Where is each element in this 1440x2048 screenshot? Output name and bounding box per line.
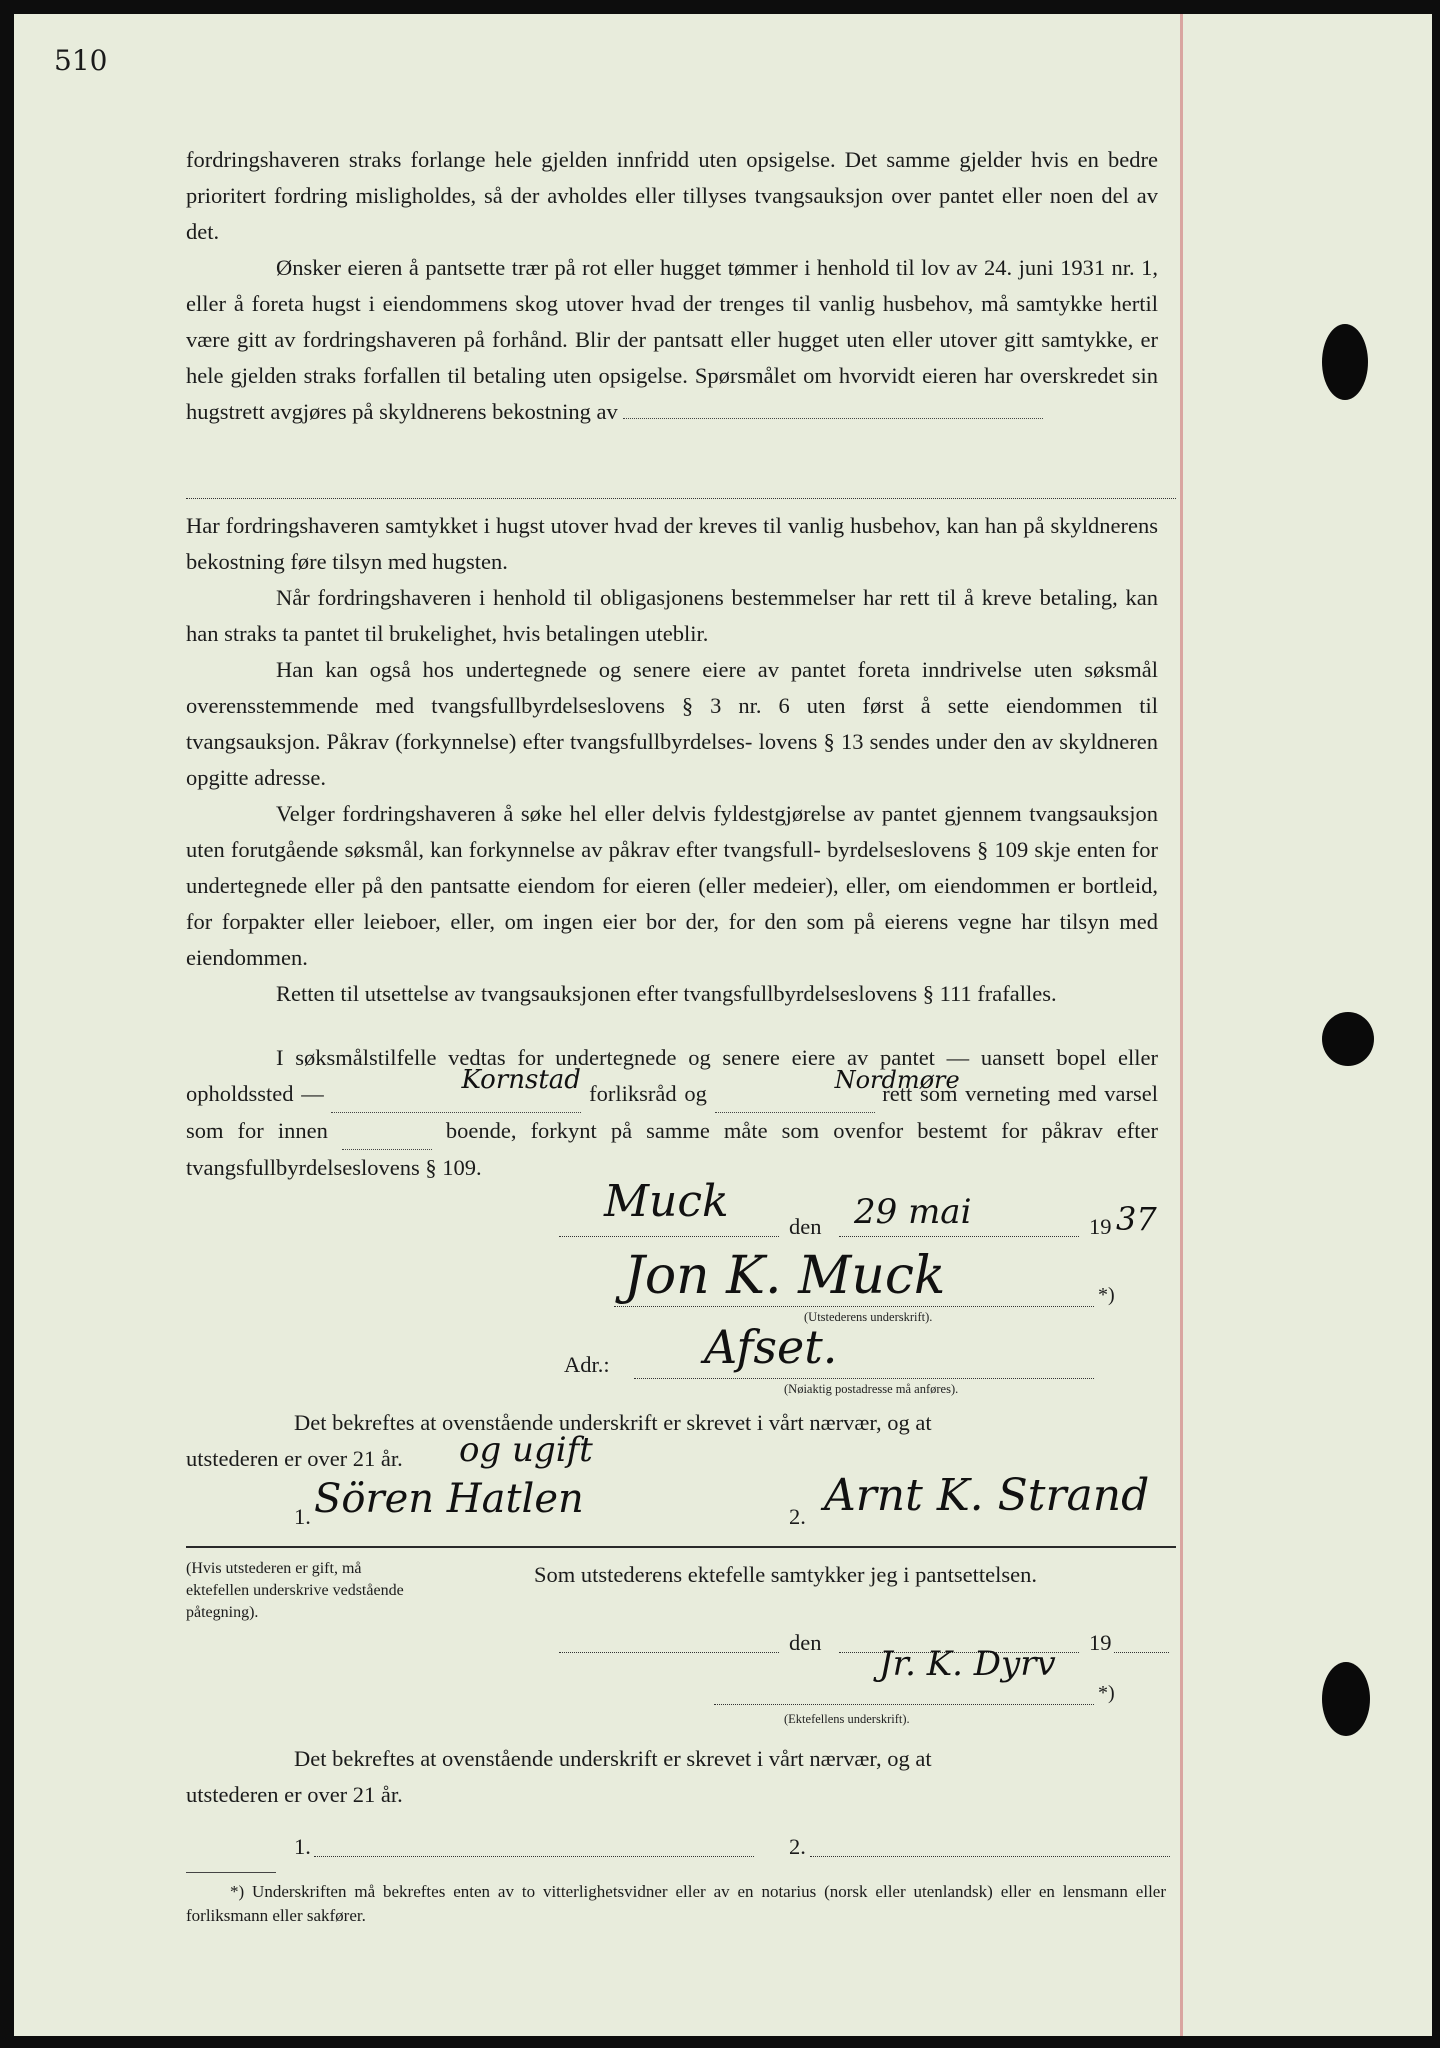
blank-line [342,1113,432,1150]
text-block-upper [186,142,1158,430]
witness-2-number: 2. [789,1504,806,1529]
confirmation-text: Det bekreftes at ovenstående underskrift er skrevet i vårt nærvær, og at [294,1746,932,1771]
venue-paragraph [186,1040,1158,1186]
handwritten-place: Muck [604,1176,729,1227]
handwritten-addition: og ugift [459,1430,593,1470]
spouse-consent-text: Som utstederens ektefelle samtykker jeg i pantsettelsen. [534,1562,1037,1587]
spouse-signature: Jr. K. Dyrv [879,1644,1056,1684]
punch-hole [1322,324,1368,400]
witness-1-number: 1. [294,1504,311,1529]
blank-line [623,418,1043,419]
handwritten-forliksrad: Kornstad [461,1065,581,1095]
handwritten-year: 37 [1116,1200,1157,1238]
witness-1-number: 1. [294,1834,311,1859]
paragraph-text: Ønsker eieren å pantsette trær på rot eller hugget tømmer i henhold til lov av 24. juni 1931 nr. 1, eller å foreta hugst i eiendommens skog utover hvad der trenges til vanlig husbehov, må samtykke hertil være gitt av fordringshaveren på forhånd. Blir der pantsatt eller hugget uten eller utover gitt samtykke, er hele gjelden straks forfallen til betaling uten opsigelse. Spørsmålet om hvorvidt eieren har overskredet sin hugstrett avgjøres på skyldnerens bekostning av [186,255,1158,424]
address-label: Adr.: [564,1352,610,1377]
paragraph-text: boende, forkynt på samme måte som ovenfor bestemt for påkrav efter tvangsfullbyrdelseslovens § 109. [186,1118,1159,1180]
paragraph-text: forliksråd og [589,1081,707,1106]
spouse-instruction: (Hvis utstederen er gift, må ektefellen underskrive vedstående påtegning). [186,1560,404,1621]
blank-line [1114,1652,1169,1653]
footnote-rule [186,1872,276,1873]
spouse-caption: (Ektefellens underskrift). [784,1712,910,1726]
witness-1-signature: Sören Hatlen [314,1476,584,1522]
red-margin-line [1180,14,1183,2036]
witness-2-signature: Arnt K. Strand [824,1470,1150,1521]
handwritten-rett: Nordmøre [834,1066,960,1094]
paragraph [186,250,1158,430]
confirmation-text: utstederen er over 21 år. [186,1446,403,1471]
footnote-mark: *) [1098,1284,1115,1306]
paragraph: Har fordringshaveren samtykket i hugst utover hvad der kreves til vanlig husbehov, kan han på skyldnerens bekostning føre tilsyn med hugsten. [186,513,1158,574]
issuer-signature: Jon K. Muck [624,1246,946,1306]
confirmation-text: Det bekreftes at ovenstående underskrift er skrevet i vårt nærvær, og at [294,1410,932,1435]
handwritten-address: Afset. [704,1320,838,1374]
blank-line [559,1236,779,1237]
footnote: *) Underskriften må bekreftes enten av to vitterlighetsvidner eller av en notarius (norsk eller utenlandsk) eller en lensmann eller forliksmann eller sakfører. [186,1882,1166,1925]
blank-line [186,498,1176,499]
witness-line [810,1856,1170,1857]
handwritten-date: 29 mai [854,1192,972,1232]
punch-hole [1322,1662,1370,1736]
year-prefix: 19 [1089,1214,1112,1239]
section-divider [186,1546,1176,1548]
page-number: 510 [54,44,108,77]
blank-line [839,1236,1079,1237]
paragraph: Han kan også hos undertegnede og senere eiere av pantet foreta inndrivelse uten søksmål overensstemmende med tvangsfullbyrdelseslovens § 3 nr. 6 uten først å sette eiendommen til tvangsauksjon. Påkrav (forkynnelse) efter tvangsfullbyrdelses- lovens § 13 sendes under den av skyldneren opgitte adresse. [186,657,1158,790]
witness-2-number: 2. [789,1834,806,1859]
year-prefix: 19 [1089,1630,1112,1655]
confirmation-text: utstederen er over 21 år. [186,1782,403,1807]
address-line [634,1378,1094,1379]
blank-line [331,1065,581,1113]
paragraph: Når fordringshaveren i henhold til obligasjonens bestemmelser har rett til å kreve betaling, kan han straks ta pantet til brukelighet, hvis betalingen uteblir. [186,585,1158,646]
paragraph-text: rett som verneting med varsel som for innen [186,1081,1159,1143]
paragraph: Velger fordringshaveren å søke hel eller delvis fyldestgjørelse av pantet gjennem tvangsauksjon uten forutgående søksmål, kan forkynnelse av påkrav efter tvangsfull- byrdelseslovens § 109 skje enten for undertegnede eller på den pantsatte eiendom for eieren (eller medeier), eller, om eiendommen er bortleid, for forpakter eller leieboer, eller, om ingen eier bor der, for den som på eierens vegne har tilsyn med eiendommen. [186,801,1158,970]
date-den-label: den [789,1630,822,1655]
punch-hole [1322,1012,1374,1066]
blank-line [559,1652,779,1653]
address-caption: (Nøiaktig postadresse må anføres). [784,1382,959,1396]
paragraph: Retten til utsettelse av tvangsauksjonen efter tvangsfullbyrdelseslovens § 111 frafalles. [276,981,1057,1006]
date-den-label: den [789,1214,822,1239]
paragraph: fordringshaveren straks forlange hele gjelden innfridd uten opsigelse. Det samme gjelder hvis en bedre prioritert fordring misligholdes, så der avholdes eller tillyses tvangsauksjon over pantet eller noen del av det. [186,147,1158,244]
witness-line [314,1856,754,1857]
blank-line [715,1066,960,1113]
document-page [14,14,1432,2036]
issuer-caption: (Utstederens underskrift). [804,1310,933,1324]
footnote-mark: *) [1098,1682,1115,1704]
signature-line [714,1704,1094,1705]
paragraph-text: I søksmålstilfelle vedtas for undertegnede og senere eiere av pantet — uansett bopel eller opholdssted — [186,1045,1158,1106]
text-block-middle [186,508,1158,1012]
signature-line [614,1306,1094,1307]
